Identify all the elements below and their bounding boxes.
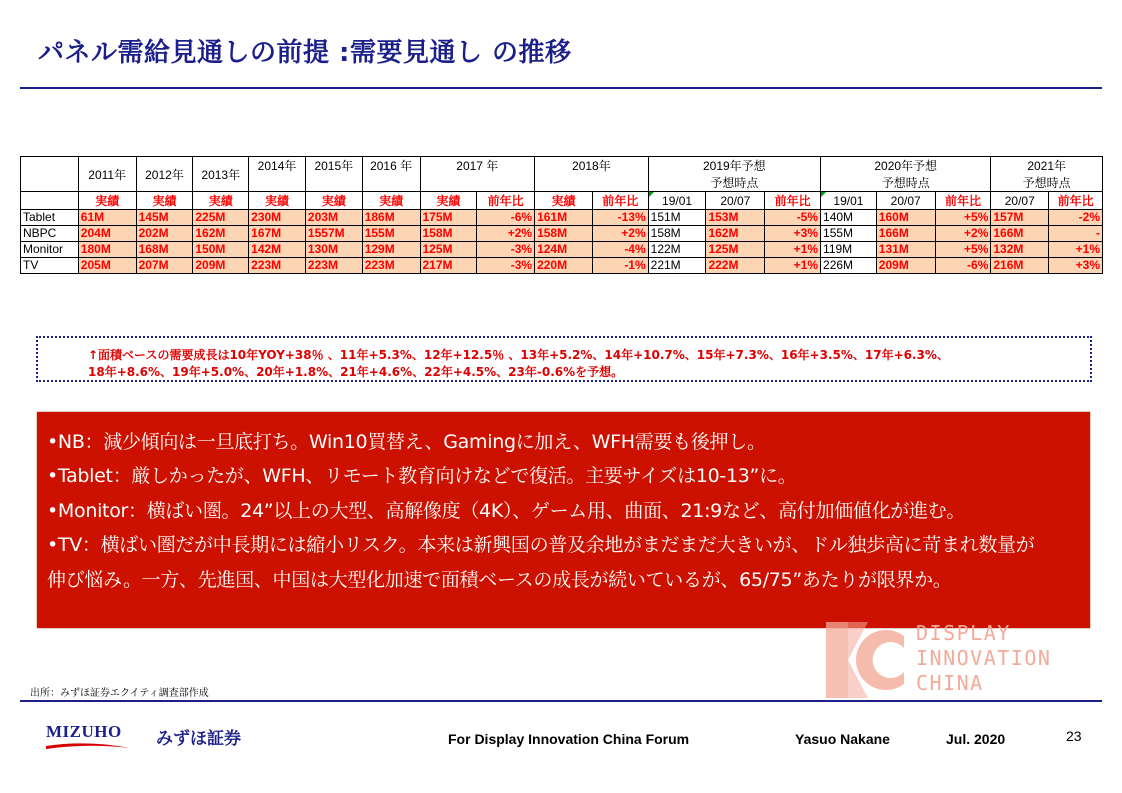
logo-line-3: CHINA <box>916 671 984 695</box>
year-2019: 2019年予想 <box>648 157 820 175</box>
table-cell: 155M <box>362 226 420 242</box>
table-cell: 162M <box>193 226 249 242</box>
table-cell: 125M <box>420 242 477 258</box>
title-divider <box>20 87 1102 89</box>
table-cell: 230M <box>249 210 306 226</box>
table-cell: 125M <box>706 242 765 258</box>
table-cell: -13% <box>592 210 648 226</box>
table-row <box>21 210 1103 226</box>
mizuho-swoosh-icon <box>46 740 130 750</box>
table-cell: - <box>1049 226 1103 242</box>
label-actual: 実績 <box>362 192 420 210</box>
outlook-summary-box <box>36 411 1091 629</box>
demand-table <box>20 156 1103 274</box>
table-cell: 158M <box>648 226 706 242</box>
table-cell: 131M <box>876 242 935 258</box>
table-cell: 140M <box>821 210 877 226</box>
table-cell: +2% <box>477 226 535 242</box>
dic-logo-icon <box>826 622 904 698</box>
author-name: Yasuo Nakane <box>795 731 890 747</box>
table-cell: 180M <box>78 242 136 258</box>
comment-marker-icon <box>649 192 654 197</box>
area-growth-note <box>36 336 1092 382</box>
table-cell: 155M <box>821 226 877 242</box>
table-cell: 207M <box>136 258 193 274</box>
year-2021: 2021年 <box>991 157 1103 175</box>
mizuho-logo: MIZUHO <box>46 722 122 741</box>
footer-divider <box>20 700 1102 702</box>
table-cell: 132M <box>991 242 1049 258</box>
corner-cell <box>21 157 79 192</box>
table-cell: 226M <box>821 258 877 274</box>
note-line-1: ↑面積ベースの需要成長は10年YOY+38％ 、11年+5.3%、12年+12.5％ 、13年+5.2%、14年+10.7%、15年+7.3%、16年+3.5%、17年+6.3%、 <box>88 348 949 362</box>
bullet-tablet: •Tablet：厳しかったが、WFH、リモート教育向けなどで復活。主要サイズは10-13”に。 <box>47 465 797 487</box>
page-number: 23 <box>1066 728 1082 744</box>
table-cell: 160M <box>876 210 935 226</box>
label-actual: 実績 <box>78 192 136 210</box>
label-blank <box>21 192 79 210</box>
year-2014: 2014年 <box>249 157 306 192</box>
table-cell: 168M <box>136 242 193 258</box>
presentation-date: Jul. 2020 <box>946 731 1006 747</box>
label-forecast-2007: 20/07 <box>706 192 765 210</box>
table-cell: -4% <box>592 242 648 258</box>
table-cell: 158M <box>420 226 477 242</box>
table-cell: -5% <box>765 210 821 226</box>
table-cell: -3% <box>477 258 535 274</box>
table-cell: +5% <box>935 242 991 258</box>
label-actual: 実績 <box>249 192 306 210</box>
table-cell: 1557M <box>305 226 362 242</box>
table-cell: +3% <box>765 226 821 242</box>
table-cell: 223M <box>249 258 306 274</box>
table-cell: +3% <box>1049 258 1103 274</box>
table-cell: -2% <box>1049 210 1103 226</box>
label-text: 19/01 <box>662 193 693 208</box>
mizuho-securities-name: みずほ証券 <box>156 729 241 749</box>
bullet-tv: •TV：横ばい圏だが中長期には縮小リスク。本来は新興国の普及余地がまだまだ大きいが、ドル独歩高に苛まれ数量が <box>47 534 1035 556</box>
table-cell: 119M <box>821 242 877 258</box>
row-category: Tablet <box>21 210 79 226</box>
bullet-monitor: •Monitor：横ばい圏。24”以上の大型、高解像度（4K）、ゲーム用、曲面、21:9など、高付加価値化が進む。 <box>47 500 966 522</box>
row-category: NBPC <box>21 226 79 242</box>
label-actual: 実績 <box>535 192 593 210</box>
table-cell: 166M <box>991 226 1049 242</box>
label-yoy: 前年比 <box>765 192 821 210</box>
label-yoy: 前年比 <box>935 192 991 210</box>
table-cell: 203M <box>305 210 362 226</box>
forecast-at-2019: 予想時点 <box>648 174 820 192</box>
row-category: TV <box>21 258 79 274</box>
dic-logo-text <box>916 621 1051 696</box>
table-cell: 202M <box>136 226 193 242</box>
forecast-at-2021: 予想時点 <box>991 174 1103 192</box>
logo-line-1: DISPLAY <box>916 621 1011 645</box>
source-note: 出所：みずほ証券エクイティ調査部作成 <box>30 688 209 699</box>
table-cell: 186M <box>362 210 420 226</box>
year-2012: 2012年 <box>136 157 193 192</box>
label-forecast-1901 <box>648 192 706 210</box>
table-cell: 61M <box>78 210 136 226</box>
label-yoy: 前年比 <box>1049 192 1103 210</box>
table-cell: 157M <box>991 210 1049 226</box>
label-actual: 実績 <box>136 192 193 210</box>
table-cell: -3% <box>477 242 535 258</box>
table-cell: -1% <box>592 258 648 274</box>
table-cell: -6% <box>477 210 535 226</box>
bullet-nb: •NB：減少傾向は一旦底打ち。Win10買替え、Gamingに加え、WFH需要も後押し。 <box>47 431 766 453</box>
table-cell: 204M <box>78 226 136 242</box>
table-cell: 150M <box>193 242 249 258</box>
table-cell: +2% <box>935 226 991 242</box>
label-forecast-1901 <box>821 192 877 210</box>
year-2015: 2015年 <box>305 157 362 192</box>
table-cell: 205M <box>78 258 136 274</box>
table-cell: 158M <box>535 226 593 242</box>
table-cell: +1% <box>1049 242 1103 258</box>
note-line-2: 18年+8.6%、19年+5.0%、20年+1.8%、21年+4.6%、22年+4.5%、23年-0.6%を予想。 <box>88 365 624 379</box>
table-cell: 225M <box>193 210 249 226</box>
table-cell: 124M <box>535 242 593 258</box>
year-2018: 2018年 <box>535 157 649 192</box>
table-cell: 223M <box>305 258 362 274</box>
table-header-row-years <box>21 157 1103 175</box>
label-forecast-2007: 20/07 <box>991 192 1049 210</box>
table-header-row-labels <box>21 192 1103 210</box>
table-cell: +2% <box>592 226 648 242</box>
table-cell: +1% <box>765 258 821 274</box>
forum-name: For Display Innovation China Forum <box>448 731 690 747</box>
table-cell: +1% <box>765 242 821 258</box>
year-2011: 2011年 <box>78 157 136 192</box>
comment-marker-icon <box>821 192 826 197</box>
table-cell: 162M <box>706 226 765 242</box>
table-cell: 129M <box>362 242 420 258</box>
table-cell: 209M <box>876 258 935 274</box>
label-actual: 実績 <box>420 192 477 210</box>
year-2020: 2020年予想 <box>821 157 991 175</box>
table-cell: 209M <box>193 258 249 274</box>
forecast-at-2020: 予想時点 <box>821 174 991 192</box>
label-yoy: 前年比 <box>592 192 648 210</box>
year-2016: 2016 年 <box>362 157 420 192</box>
table-row <box>21 242 1103 258</box>
table-cell: -6% <box>935 258 991 274</box>
table-cell: 167M <box>249 226 306 242</box>
label-text: 19/01 <box>833 193 864 208</box>
table-cell: 175M <box>420 210 477 226</box>
table-cell: 142M <box>249 242 306 258</box>
table-cell: 122M <box>648 242 706 258</box>
table-cell: +5% <box>935 210 991 226</box>
page-title: パネル需給見通しの前提 :需要見通し の推移 <box>38 38 572 68</box>
year-2017: 2017 年 <box>420 157 535 192</box>
row-category: Monitor <box>21 242 79 258</box>
table-row <box>21 226 1103 242</box>
table-cell: 222M <box>706 258 765 274</box>
year-2013: 2013年 <box>193 157 249 192</box>
table-cell: 153M <box>706 210 765 226</box>
label-actual: 実績 <box>305 192 362 210</box>
label-forecast-2007: 20/07 <box>876 192 935 210</box>
label-yoy: 前年比 <box>477 192 535 210</box>
bullet-tv-continued: 伸び悩み。一方、先進国、中国は大型化加速で面積ベースの成長が続いているが、65/75”あたりが限界か。 <box>47 569 952 591</box>
table-cell: 166M <box>876 226 935 242</box>
table-cell: 217M <box>420 258 477 274</box>
table-cell: 220M <box>535 258 593 274</box>
table-row <box>21 258 1103 274</box>
logo-line-2: INNOVATION <box>916 646 1052 670</box>
table-cell: 223M <box>362 258 420 274</box>
table-cell: 216M <box>991 258 1049 274</box>
label-actual: 実績 <box>193 192 249 210</box>
table-cell: 221M <box>648 258 706 274</box>
table-cell: 145M <box>136 210 193 226</box>
table-cell: 161M <box>535 210 593 226</box>
table-cell: 151M <box>648 210 706 226</box>
table-cell: 130M <box>305 242 362 258</box>
